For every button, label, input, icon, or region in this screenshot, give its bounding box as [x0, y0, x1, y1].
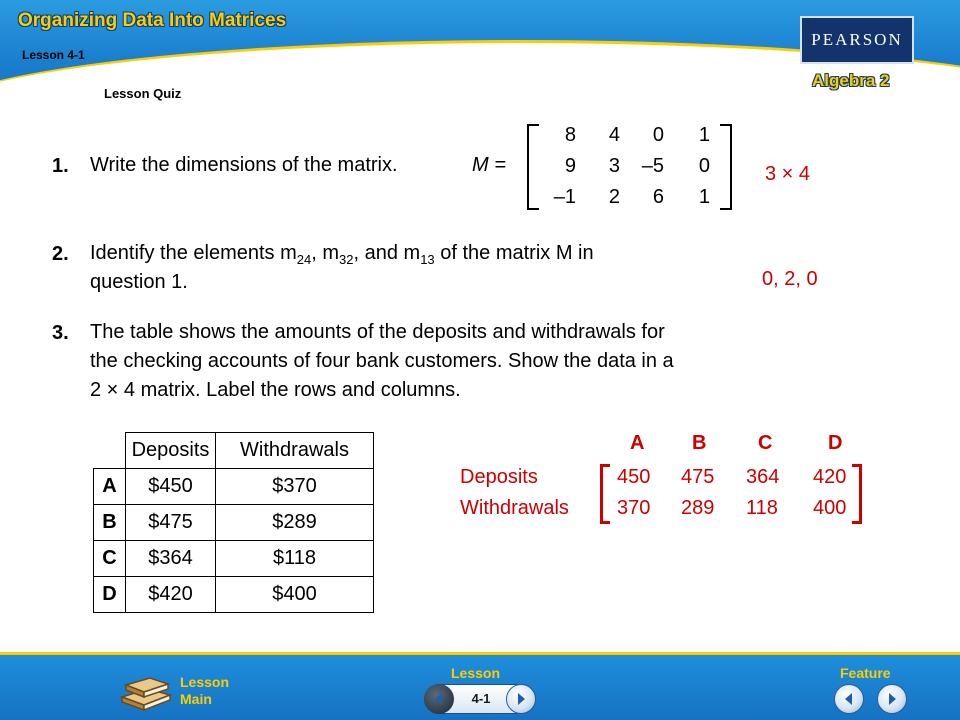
arrow-right-icon [885, 692, 899, 706]
footer-bar [0, 652, 960, 720]
next-lesson-button[interactable] [506, 684, 536, 714]
lesson-nav-pill [424, 684, 536, 714]
quiz-label: Lesson Quiz [104, 86, 182, 101]
answer-col-header: D [828, 432, 843, 454]
page-title: Organizing Data Into Matrices [18, 10, 287, 31]
lesson-label: Lesson 4-1 [22, 48, 85, 62]
lesson-main-line: Main [180, 691, 212, 707]
answer-cell: 475 [681, 466, 715, 488]
table-row [94, 577, 374, 613]
footer-feature-label: Feature [840, 665, 891, 681]
q2-answer: 0, 2, 0 [762, 268, 818, 290]
table-cell: $289 [216, 505, 374, 541]
row-label: B [94, 505, 126, 541]
table-cell: $450 [126, 469, 216, 505]
pearson-logo: PEARSON [800, 16, 914, 64]
answer-row-label: Deposits [460, 466, 538, 488]
row-label: D [94, 577, 126, 613]
matrix-cell: –1 [553, 186, 576, 208]
arrow-right-icon [514, 692, 528, 706]
matrix-cell: 2 [608, 186, 620, 208]
next-feature-button[interactable] [877, 684, 907, 714]
arrow-left-icon [842, 692, 856, 706]
q1-answer: 3 × 4 [765, 163, 811, 185]
matrix-cell: 3 [608, 155, 620, 177]
matrix-cell: –5 [641, 155, 664, 177]
footer-lesson-label: Lesson [451, 665, 501, 681]
answer-cell: 420 [813, 466, 847, 488]
matrix-right-bracket [720, 124, 732, 210]
q3-text-line: the checking accounts of four bank customers. Show the data in a [90, 350, 674, 372]
table-cell: $475 [126, 505, 216, 541]
matrix-cell: 9 [564, 155, 576, 177]
lesson-main-link[interactable] [180, 674, 229, 708]
answer-col-header: C [758, 432, 773, 454]
matrix-cell: 4 [608, 124, 620, 146]
deposits-table [93, 432, 374, 613]
table-row [94, 541, 374, 577]
q1-number: 1. [52, 155, 69, 177]
matrix-cell: 1 [698, 186, 710, 208]
answer-cell: 289 [681, 497, 715, 519]
table-cell: $420 [126, 577, 216, 613]
table-cell: $370 [216, 469, 374, 505]
answer-col-header: A [630, 432, 645, 454]
answer-cell: 450 [617, 466, 651, 488]
q3-text-line: 2 × 4 matrix. Label the rows and columns. [90, 379, 461, 401]
table-cell: $400 [216, 577, 374, 613]
row-label: C [94, 541, 126, 577]
answer-cell: 118 [746, 497, 778, 519]
answer-row-label: Withdrawals [460, 497, 569, 519]
q1-matrix-label: M = [472, 154, 506, 176]
q3-number: 3. [52, 322, 69, 344]
answer-left-bracket [600, 464, 610, 524]
lesson-number: 4-1 [471, 691, 491, 706]
matrix-cell: 8 [564, 124, 576, 146]
answer-cell: 364 [746, 466, 780, 488]
table-row [94, 505, 374, 541]
table-header-row [94, 433, 374, 469]
table-header: Withdrawals [216, 433, 374, 469]
matrix-cell: 0 [698, 155, 710, 177]
prev-lesson-button[interactable] [424, 684, 454, 714]
matrix-left-bracket [527, 124, 539, 210]
row-label: A [94, 469, 126, 505]
table-cell: $364 [126, 541, 216, 577]
prev-feature-button[interactable] [834, 684, 864, 714]
table-corner [94, 433, 126, 469]
answer-col-header: B [692, 432, 707, 454]
table-row [94, 469, 374, 505]
answer-cell: 370 [617, 497, 651, 519]
arrow-left-icon [432, 692, 446, 706]
q2-number: 2. [52, 243, 69, 265]
q1-text: Write the dimensions of the matrix. [90, 154, 398, 176]
course-label: Algebra 2 [812, 71, 890, 90]
q2-text-line1: Identify the elements $m_{24}$, $m_{32}$, and $m_{13}$ of the matrix M in [90, 242, 594, 267]
book-stack-icon[interactable] [118, 669, 174, 711]
table-header: Deposits [126, 433, 216, 469]
q2-text-line2: question 1. [90, 271, 188, 293]
table-cell: $118 [216, 541, 374, 577]
answer-cell: 400 [813, 497, 847, 519]
q3-text-line: The table shows the amounts of the deposits and withdrawals for [90, 321, 665, 343]
matrix-cell: 6 [652, 186, 664, 208]
answer-right-bracket [852, 464, 862, 524]
lesson-main-line: Lesson [180, 674, 230, 690]
matrix-cell: 1 [698, 124, 710, 146]
matrix-cell: 0 [652, 124, 664, 146]
header-banner [0, 0, 960, 108]
